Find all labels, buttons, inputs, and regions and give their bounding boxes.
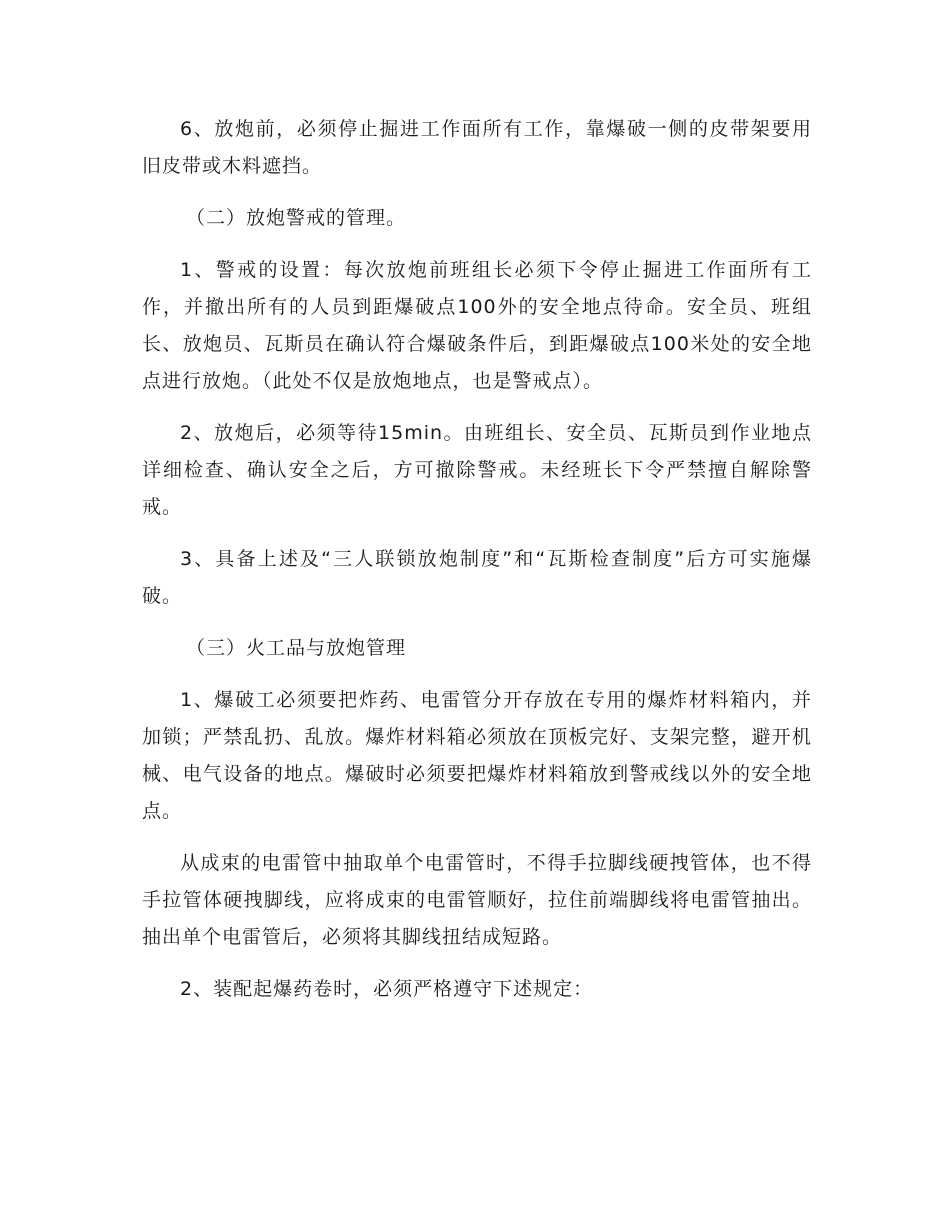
paragraph-detonator-extraction: 从成束的电雷管中抽取单个电雷管时，不得手拉脚线硬拽管体，也不得手拉管体硬拽脚线，应将成束的电雷管顺好，拉住前端脚线将电雷管抽出。抽出单个电雷管后，必须将其脚线扭结成短路。: [142, 852, 812, 948]
paragraph-after-blasting: 2、放炮后，必须等待15min。由班组长、安全员、瓦斯员到作业地点详细检查、确认安全之后，方可撤除警戒。未经班长下令严禁擅自解除警戒。: [142, 422, 812, 518]
paragraph-blasting-conditions: 3、具备上述及“三人联锁放炮制度”和“瓦斯检查制度”后方可实施爆破。: [142, 548, 812, 607]
paragraph-warning-setup: 1、警戒的设置：每次放炮前班组长必须下令停止掘进工作面所有工作，并撤出所有的人员到距爆破点100外的安全地点待命。安全员、班组长、放炮员、瓦斯员在确认符合爆破条件后，到距爆破点100米处的安全地点进行放炮。（此处不仅是放炮地点，也是警戒点）。: [142, 259, 812, 392]
paragraph-blasting-preparation: 6、放炮前，必须停止掘进工作面所有工作，靠爆破一侧的皮带架要用旧皮带或木料遮挡。: [142, 118, 812, 177]
document-body: [142, 111, 812, 1023]
paragraph-primer-assembly: 2、装配起爆药卷时，必须严格遵守下述规定：: [180, 978, 594, 1000]
section-heading-blasting-warning: （二）放炮警戒的管理。: [186, 207, 407, 229]
paragraph-explosives-storage: 1、爆破工必须要把炸药、电雷管分开存放在专用的爆炸材料箱内，并加锁；严禁乱扔、乱放。爆炸材料箱必须放在顶板完好、支架完整，避开机械、电气设备的地点。爆破时必须要把爆炸材料箱放到警戒线以外的安全地点。: [142, 689, 812, 822]
section-heading-explosives-management: （三）火工品与放炮管理: [186, 637, 407, 659]
